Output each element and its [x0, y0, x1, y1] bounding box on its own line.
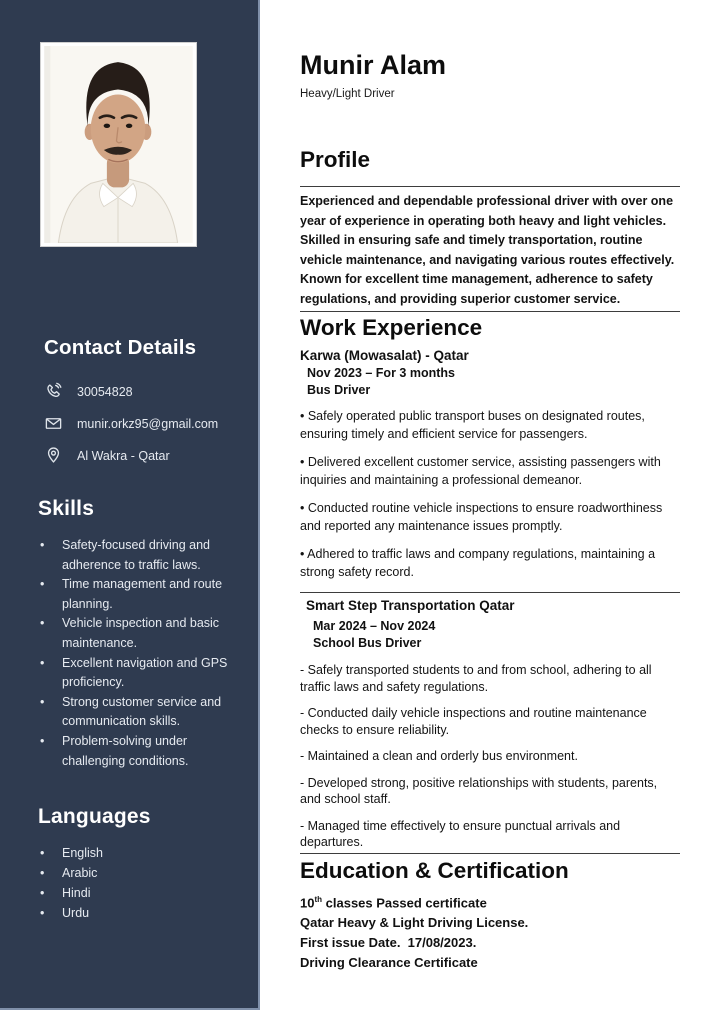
ordinal-suffix: th [314, 894, 323, 904]
location-text: Al Wakra - Qatar [77, 448, 170, 463]
phone-number: 30054828 [77, 384, 133, 399]
job-dates: Mar 2024 – Nov 2024 [313, 619, 436, 633]
company-name: Karwa (Mowasalat) - Qatar [300, 348, 469, 363]
profile-photo [40, 42, 197, 247]
divider [300, 853, 680, 854]
job-bullet: • Safely operated public transport buses on designated routes, ensuring timely and efficient service for passengers. [300, 409, 645, 441]
job-dates: Nov 2023 – For 3 months [307, 366, 455, 380]
job-role: Bus Driver [307, 383, 371, 397]
skill-item: • Vehicle inspection and basic maintenance. [40, 614, 238, 653]
education-lines [300, 913, 680, 973]
education-line: Qatar Heavy & Light Driving License. [300, 914, 529, 930]
job-bullets [300, 662, 680, 851]
profile-heading: Profile [300, 147, 371, 172]
job-entry-smart-step [300, 597, 680, 851]
language-item: • English [40, 843, 220, 863]
sidebar [0, 0, 260, 1010]
contact-rows [44, 382, 244, 478]
skills-heading: Skills [38, 497, 95, 520]
languages-list [40, 843, 220, 923]
job-role: School Bus Driver [313, 636, 422, 650]
education-line [300, 890, 680, 913]
phone-icon [44, 382, 63, 401]
job-bullet: - Maintained a clean and orderly bus environment. [300, 749, 578, 763]
resume-body [300, 0, 680, 973]
contact-details-heading: Contact Details [44, 336, 197, 359]
contact-phone-row [44, 382, 244, 401]
email-icon [44, 414, 63, 433]
education-line: Driving Clearance Certificate [300, 954, 478, 970]
language-item: • Arabic [40, 863, 220, 883]
education-heading: Education & Certification [300, 857, 569, 883]
contact-location-row [44, 446, 244, 465]
divider [300, 311, 680, 312]
languages-heading: Languages [38, 805, 151, 828]
education-line: First issue Date. 17/08/2023. [300, 934, 477, 950]
skill-item: • Strong customer service and communication skills. [40, 693, 238, 732]
divider [300, 592, 680, 593]
job-bullet: • Adhered to traffic laws and company regulations, maintaining a strong safety record. [300, 547, 656, 579]
profile-text: Experienced and dependable professional driver with over one year of experience in operating both heavy and light vehicles. Skilled in ensuring safe and timely transportation, routine vehicle maintenance, and navigating various routes effectively. Known for excellent time management, adherence to safety regulations, and providing superior customer service. [300, 194, 675, 306]
skill-item: • Time management and route planning. [40, 575, 238, 614]
contact-email-row [44, 414, 244, 433]
company-name: Smart Step Transportation Qatar [306, 598, 515, 613]
skill-item: • Safety-focused driving and adherence to traffic laws. [40, 536, 238, 575]
work-experience-heading: Work Experience [300, 315, 483, 340]
language-item: • Urdu [40, 903, 220, 923]
job-bullet: - Conducted daily vehicle inspections and routine maintenance checks to ensure reliability. [300, 706, 647, 737]
language-item: • Hindi [40, 883, 220, 903]
job-entry-karwa [300, 347, 680, 581]
job-bullet: - Safely transported students to and from school, adhering to all traffic laws and safety regulations. [300, 663, 652, 694]
job-bullet: - Developed strong, positive relationships with students, parents, and school staff. [300, 775, 658, 806]
portrait-illustration [44, 46, 193, 243]
job-bullet: • Conducted routine vehicle inspections to ensure roadworthiness and reported any maintenance issues promptly. [300, 501, 663, 533]
email-address: munir.orkz95@gmail.com [77, 416, 219, 431]
skill-item: • Problem-solving under challenging conditions. [40, 732, 238, 771]
name-title: Munir Alam [300, 50, 447, 80]
job-bullet: - Managed time effectively to ensure punctual arrivals and departures. [300, 818, 621, 849]
job-title: Heavy/Light Driver [300, 88, 395, 100]
location-icon [44, 446, 63, 465]
skills-list [40, 536, 238, 771]
job-bullet: • Delivered excellent customer service, assisting passengers with inquiries and maintaining a professional demeanor. [300, 455, 661, 487]
education-line-rest: classes Passed certificate [322, 894, 487, 910]
job-bullets [300, 408, 680, 581]
education-line-num: 10 [300, 894, 315, 910]
divider [300, 186, 680, 187]
skill-item: • Excellent navigation and GPS proficiency. [40, 654, 238, 693]
